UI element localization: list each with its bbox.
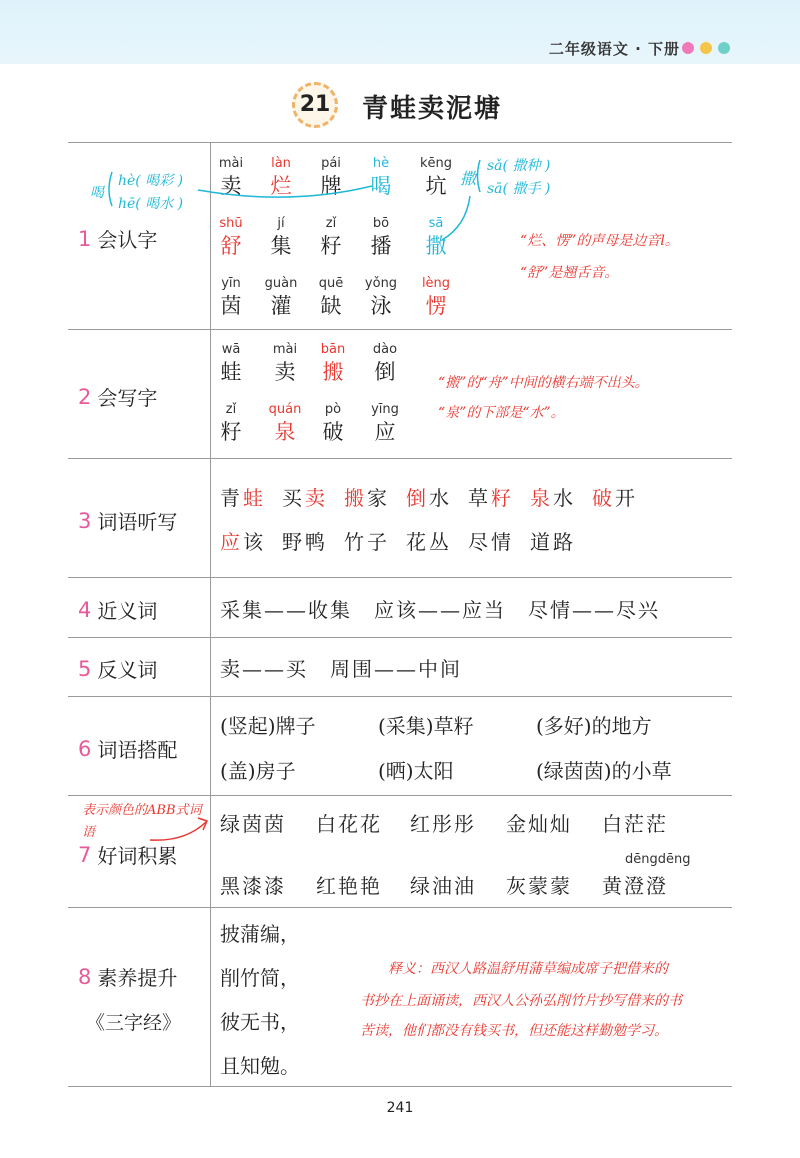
collocation-5: (晒)太阳 <box>378 759 454 783</box>
hanzi: 喝 <box>370 174 392 198</box>
good-word: 绿茵茵 <box>220 812 286 836</box>
pinyin: yīn <box>221 276 241 291</box>
page-number: 241 <box>386 1100 414 1116</box>
word-segment: 道路 <box>530 530 576 554</box>
pinyin: zǐ <box>325 216 337 231</box>
word-segment: 草 <box>468 486 491 510</box>
pinyin: quē <box>318 276 344 291</box>
pinyin: bān <box>320 342 346 357</box>
explanation-line: 释义：西汉人路温舒用蒲草编成席子把借来的 <box>388 961 668 977</box>
word-segment: 卖 <box>305 486 328 510</box>
section-5-label: 5 反义词 <box>78 656 158 682</box>
hanzi: 舒 <box>220 234 242 258</box>
lesson-number: 21 <box>292 82 338 128</box>
word-segment: 该 <box>243 530 266 554</box>
poem-line: 披蒲编， <box>220 922 300 946</box>
pinyin: làn <box>271 156 291 171</box>
section-1-note-2: “舒”是翘舌音。 <box>520 265 619 281</box>
section-7-label: 7 好词积累 <box>78 842 178 868</box>
word-segment: 泉 <box>530 486 553 510</box>
section-2-note-1: “搬”的“舟”中间的横右端不出头。 <box>438 375 649 391</box>
explanation-line: 书抄在上面诵读，西汉人公孙弘削竹片抄写借来的书 <box>360 993 682 1009</box>
collocation-6: (绿茵茵)的小草 <box>536 759 672 783</box>
word-segment: 倒 <box>406 486 429 510</box>
polyphone-he-reading-1: hè( 喝彩 ) <box>118 173 184 189</box>
word-segment: 尽情 <box>468 530 514 554</box>
polyphone-sa-reading-2: sā( 撒手 ) <box>487 181 551 197</box>
hanzi: 灌 <box>270 294 292 318</box>
pinyin: pò <box>324 402 342 417</box>
word-segment: 野鸭 <box>282 530 328 554</box>
good-word: 黑漆漆 <box>220 874 286 898</box>
antonyms: 卖——买 周围——中间 <box>220 657 462 681</box>
word-segment: 青 <box>220 486 243 510</box>
collocation-2: (采集)草籽 <box>378 714 474 738</box>
row-divider <box>68 907 732 908</box>
section-8-subtitle: 《三字经》 <box>86 1012 182 1034</box>
polyphone-he-char: 喝 <box>90 185 104 201</box>
pinyin: guàn <box>264 276 298 291</box>
hanzi: 集 <box>270 234 292 258</box>
pinyin-dengdeng: dēngdēng <box>625 852 691 867</box>
table-bottom-border <box>68 1086 732 1087</box>
pinyin: lèng <box>421 276 451 291</box>
section-2-note-2: “泉”的下部是“水”。 <box>438 405 565 421</box>
polyphone-he-reading-2: hē( 喝水 ) <box>118 196 184 212</box>
poem-line: 且知勉。 <box>220 1054 300 1078</box>
collocation-1: (竖起)牌子 <box>220 714 316 738</box>
hanzi: 应 <box>374 420 396 444</box>
section-7-note: 表示颜色的ABB式词语 <box>82 803 202 840</box>
pinyin: pái <box>321 156 341 171</box>
word-segment: 破 <box>592 486 615 510</box>
hanzi: 倒 <box>374 360 396 384</box>
hanzi: 缺 <box>320 294 342 318</box>
word-segment: 花丛 <box>406 530 452 554</box>
word-segment: 搬 <box>344 486 367 510</box>
hanzi: 搬 <box>322 360 344 384</box>
collocation-4: (盖)房子 <box>220 759 296 783</box>
pinyin: jí <box>277 216 285 231</box>
hanzi: 籽 <box>220 420 242 444</box>
word-segment: 蛙 <box>243 486 266 510</box>
section-1-note-1: “烂、愣”的声母是边音l。 <box>520 233 679 249</box>
good-word: 灰蒙蒙 <box>506 874 572 898</box>
section-2-label: 2 会写字 <box>78 384 158 410</box>
poem-line: 削竹简， <box>220 966 300 990</box>
good-word: 黄澄澄 <box>602 874 668 898</box>
pinyin: wā <box>221 342 241 357</box>
hanzi: 蛙 <box>220 360 242 384</box>
explanation-line: 苦读，他们都没有钱买书，但还能这样勤勉学习。 <box>360 1023 668 1039</box>
word-segment: 水 <box>429 486 452 510</box>
collocation-3: (多好)的地方 <box>536 714 652 738</box>
word-segment: 水 <box>553 486 576 510</box>
pinyin: kēng <box>419 156 453 171</box>
poem-line: 彼无书， <box>220 1010 300 1034</box>
pinyin: quán <box>268 402 302 417</box>
word-segment: 籽 <box>491 486 514 510</box>
hanzi: 泉 <box>274 420 296 444</box>
hanzi: 破 <box>322 420 344 444</box>
hanzi: 籽 <box>320 234 342 258</box>
pinyin: dào <box>372 342 398 357</box>
hanzi: 泳 <box>370 294 392 318</box>
synonyms: 采集——收集 应该——应当 尽情——尽兴 <box>220 598 660 622</box>
section-4-label: 4 近义词 <box>78 597 158 623</box>
section-8-label: 8 素养提升 <box>78 964 178 990</box>
hanzi: 卖 <box>220 174 242 198</box>
pinyin: mài <box>218 156 244 171</box>
section-3-label: 3 词语听写 <box>78 508 178 534</box>
section-1-label: 1 会认字 <box>78 226 158 252</box>
pinyin: zǐ <box>225 402 237 417</box>
good-word: 白茫茫 <box>602 812 668 836</box>
hanzi: 坑 <box>425 174 447 198</box>
pinyin: mài <box>272 342 298 357</box>
pinyin: yǒng <box>364 276 398 291</box>
pinyin: hè <box>372 156 390 171</box>
good-word: 红艳艳 <box>316 874 382 898</box>
word-segment: 买 <box>282 486 305 510</box>
hanzi: 茵 <box>220 294 242 318</box>
section-6-label: 6 词语搭配 <box>78 736 178 762</box>
pinyin: shū <box>219 216 243 231</box>
book-label: 二年级语文 · 下册 <box>548 40 680 58</box>
good-word: 红彤彤 <box>410 812 476 836</box>
word-segment: 应 <box>220 530 243 554</box>
hanzi: 牌 <box>320 174 342 198</box>
good-word: 白花花 <box>316 812 382 836</box>
word-segment: 开 <box>615 486 638 510</box>
pinyin: yīng <box>371 402 399 417</box>
polyphone-sa-char: 撒 <box>460 169 477 188</box>
good-word: 金灿灿 <box>506 812 572 836</box>
lesson-title: 青蛙卖泥塘 <box>362 94 503 124</box>
pinyin: bō <box>372 216 390 231</box>
word-segment: 竹子 <box>344 530 390 554</box>
hanzi: 撒 <box>425 234 447 258</box>
good-word: 绿油油 <box>410 874 476 898</box>
polyphone-sa-reading-1: sǎ( 撒种 ) <box>487 158 551 174</box>
pinyin: sā <box>428 216 444 231</box>
hanzi: 播 <box>370 234 392 258</box>
hanzi: 卖 <box>274 360 296 384</box>
hanzi: 烂 <box>270 174 292 198</box>
word-segment: 家 <box>367 486 390 510</box>
hanzi: 愣 <box>425 294 447 318</box>
